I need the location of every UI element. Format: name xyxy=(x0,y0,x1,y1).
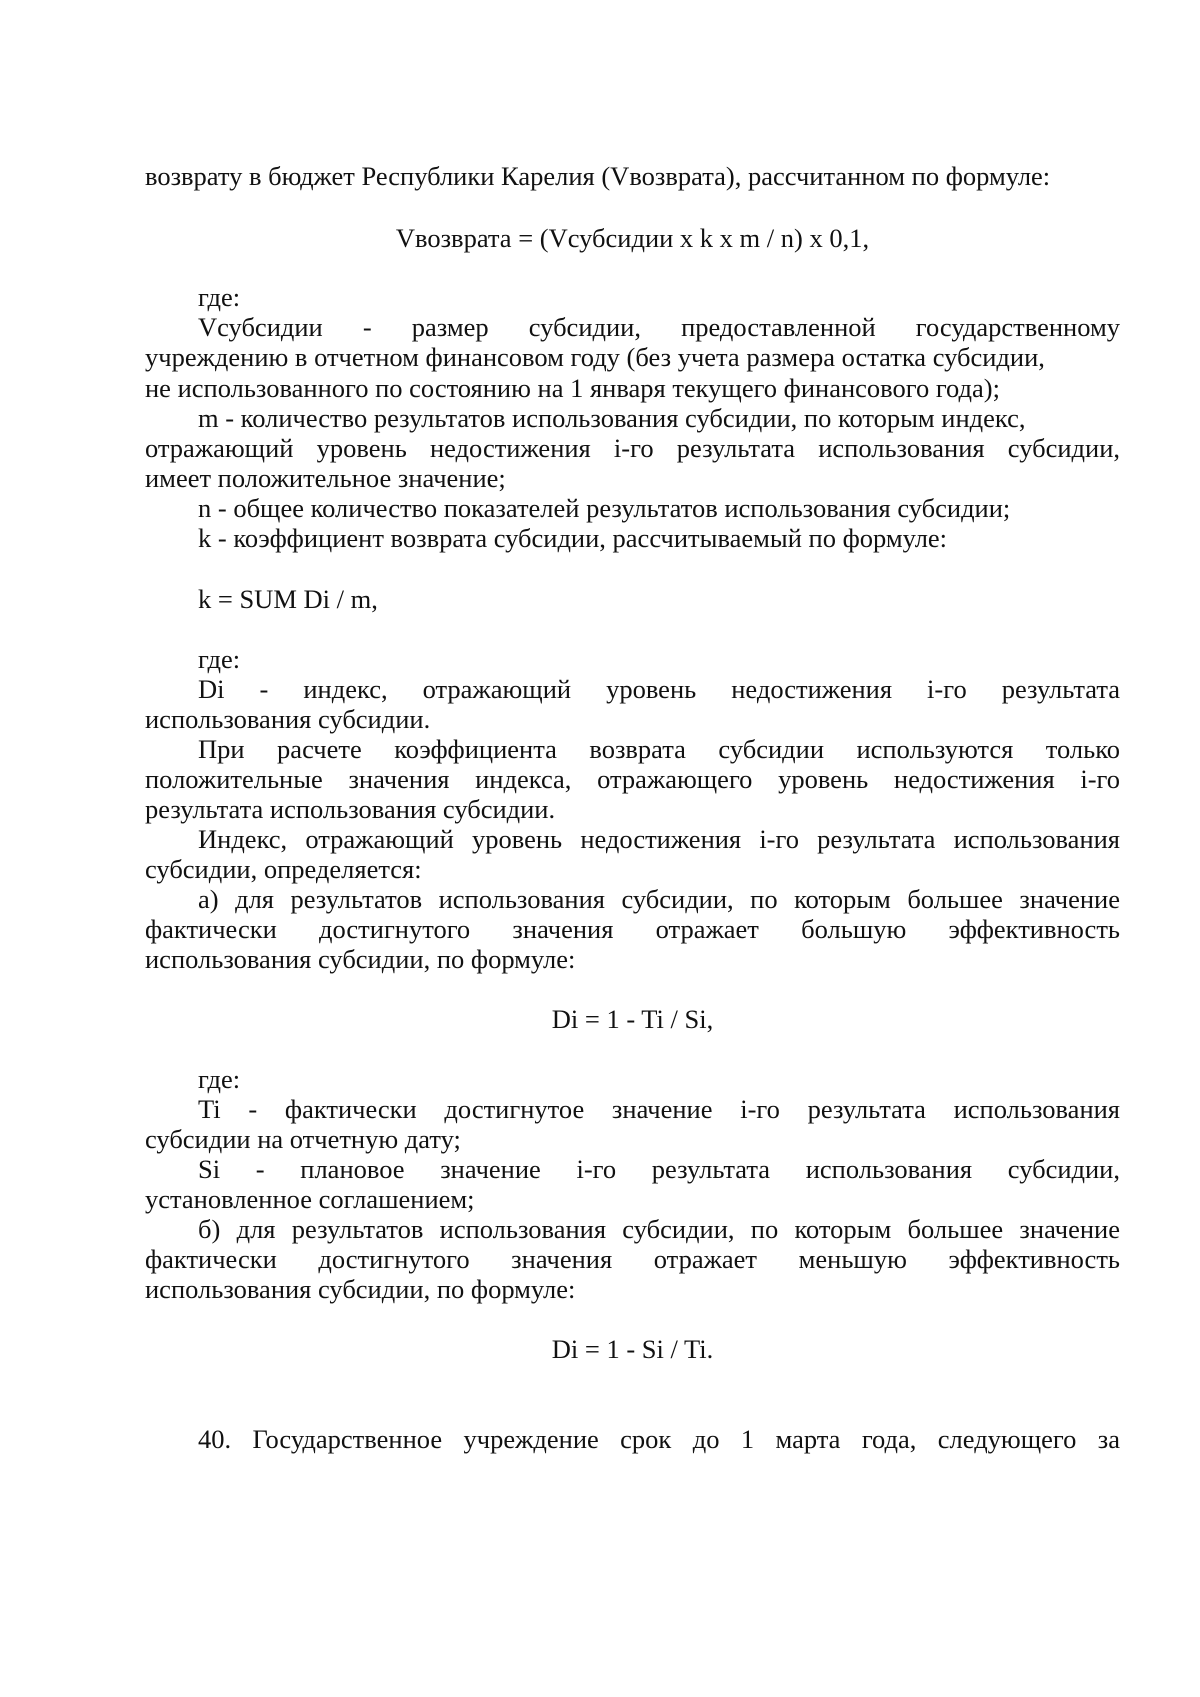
paragraph-line: Si - плановое значение i-го результата использования субсидии, xyxy=(198,1154,1120,1184)
paragraph-line: субсидии на отчетную дату; xyxy=(145,1124,461,1154)
paragraph-line: Индекс, отражающий уровень недостижения i-го результата использования xyxy=(198,824,1120,854)
paragraph-line: субсидии, определяется: xyxy=(145,854,422,884)
paragraph-line: возврату в бюджет Республики Карелия (Vвозврата), рассчитанном по формуле: xyxy=(145,161,1051,191)
paragraph-line: имеет положительное значение; xyxy=(145,463,506,493)
paragraph-line: использования субсидии, по формуле: xyxy=(145,1274,576,1304)
where-label: где: xyxy=(198,1064,241,1094)
paragraph-line: При расчете коэффициента возврата субсидии используются только xyxy=(198,734,1120,764)
formula-di-b: Di = 1 - Si / Ti. xyxy=(551,1334,714,1364)
paragraph-line: результата использования субсидии. xyxy=(145,794,556,824)
formula-v-return: Vвозврата = (Vсубсидии x k x m / n) x 0,1, xyxy=(395,223,870,253)
paragraph-line: отражающий уровень недостижения i-го результата использования субсидии, xyxy=(145,433,1120,463)
paragraph-line: положительные значения индекса, отражающего уровень недостижения i-го xyxy=(145,764,1120,794)
paragraph-line: фактически достигнутого значения отражает большую эффективность xyxy=(145,914,1120,944)
where-label: где: xyxy=(198,644,241,674)
paragraph-line: установленное соглашением; xyxy=(145,1184,475,1214)
where-label: где: xyxy=(198,282,241,312)
paragraph-line: m - количество результатов использования субсидии, по которым индекс, xyxy=(198,403,1026,433)
paragraph-line: фактически достигнутого значения отражает меньшую эффективность xyxy=(145,1244,1120,1274)
formula-k: k = SUM Di / m, xyxy=(198,584,378,614)
paragraph-line: учреждению в отчетном финансовом году (без учета размера остатка субсидии, xyxy=(145,342,1045,372)
paragraph-line: использования субсидии, по формуле: xyxy=(145,944,576,974)
paragraph-line: k - коэффициент возврата субсидии, рассчитываемый по формуле: xyxy=(198,523,948,553)
paragraph-line: n - общее количество показателей результатов использования субсидии; xyxy=(198,493,1011,523)
formula-di-a: Di = 1 - Ti / Si, xyxy=(551,1004,714,1034)
paragraph-line: не использованного по состоянию на 1 января текущего финансового года); xyxy=(145,373,1000,403)
paragraph-line: Ti - фактически достигнутое значение i-го результата использования xyxy=(198,1094,1120,1124)
paragraph-line: б) для результатов использования субсидии, по которым большее значение xyxy=(198,1214,1120,1244)
paragraph-line: Di - индекс, отражающий уровень недостижения i-го результата xyxy=(198,674,1120,704)
paragraph-line: использования субсидии. xyxy=(145,704,431,734)
paragraph-line: а) для результатов использования субсидии, по которым большее значение xyxy=(198,884,1120,914)
paragraph-line: 40. Государственное учреждение срок до 1 марта года, следующего за xyxy=(198,1424,1120,1454)
paragraph-line: Vсубсидии - размер субсидии, предоставленной государственному xyxy=(198,312,1120,342)
